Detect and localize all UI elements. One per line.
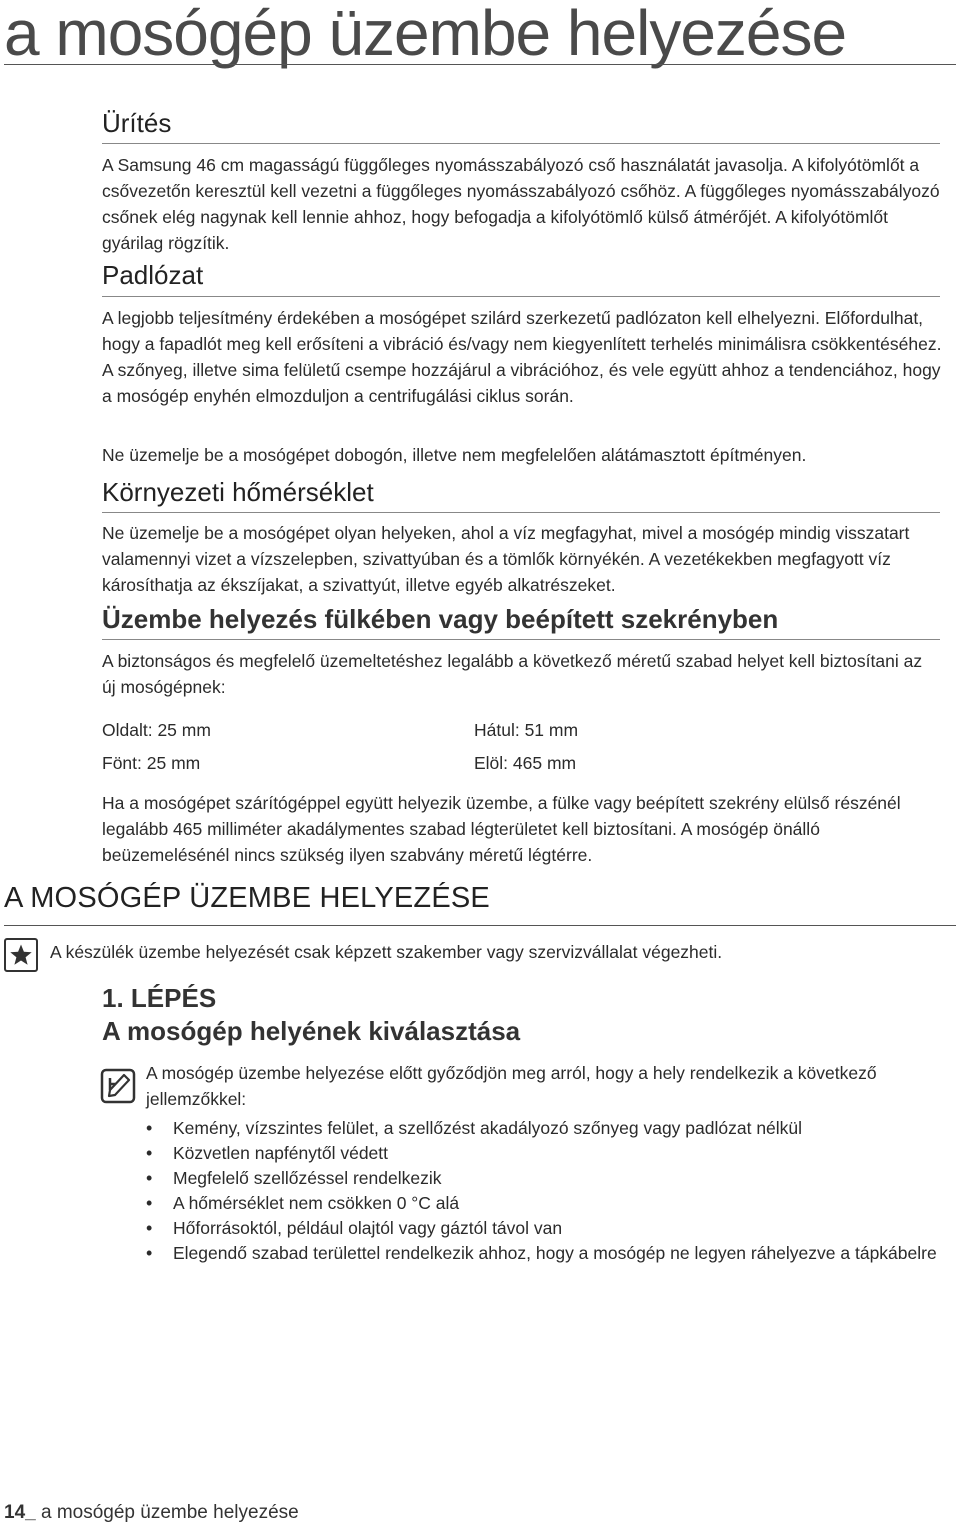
heading-padlozat: Padlózat <box>102 260 204 290</box>
padlozat-paragraph-1: A legjobb teljesítmény érdekében a mosógépet szilárd szerkezetű padlózaton kell elhelyezni. Előfordulhat, hogy a fapadlót meg kell erősíteni a vibráció és/vagy nem kiegyenlített terhelés minimálisra csökkentéséhez. A szőnyeg, illetve sima felületű csempe hozzájárul a vibrációhoz, és vele együtt ahhoz a tendenciához, hogy a mosógép enyhén elmozduljon a centrifugálási ciklus során. <box>102 308 942 406</box>
padlozat-divider <box>102 296 940 297</box>
install-divider <box>4 925 956 926</box>
list-item: • Hőforrásoktól, például olajtól vagy gáztól távol van <box>146 1216 946 1241</box>
list-item: • Megfelelő szellőzéssel rendelkezik <box>146 1166 946 1191</box>
list-item: • Elegendő szabad területtel rendelkezik ahhoz, hogy a mosógép ne legyen ráhelyezve a tápkábelre <box>146 1241 946 1266</box>
homerseklet-paragraph: Ne üzemelje be a mosógépet olyan helyeken, ahol a víz megfagyhat, mivel a mosógép mindig visszatart valamennyi vizet a vízszelepben, szivattyúban és a tömlők környékén. A vezetékekben megfagyott víz károsíthatja az ékszíjakat, a szivattyút, illetve egyéb alkatrészeket. <box>102 523 910 595</box>
clearance-top: Fönt: 25 mm <box>102 753 201 773</box>
list-item: • Kemény, vízszintes felület, a szellőzést akadályozó szőnyeg vagy padlózat nélkül <box>146 1116 946 1141</box>
fulke-divider <box>102 639 940 640</box>
step-label: 1. LÉPÉS <box>102 983 217 1013</box>
heading-fulke: Üzembe helyezés fülkében vagy beépített szekrényben <box>102 604 779 634</box>
fulke-paragraph-2: Ha a mosógépet szárítógéppel együtt helyezik üzembe, a fülke vagy beépített szekrény elülső részénél legalább 465 milliméter akadálymentes szabad légterületet kell biztosítani. A mosógép önálló beüzemelésénél nincs szükség ilyen szabvány méretű légtérre. <box>102 793 901 865</box>
warning-star-icon <box>4 938 38 972</box>
urites-divider <box>102 143 940 144</box>
title-divider <box>4 64 956 65</box>
list-item: • Közvetlen napfénytől védett <box>146 1141 946 1166</box>
clearance-rear: Hátul: 51 mm <box>474 720 579 740</box>
note-pencil-icon <box>100 1068 136 1104</box>
note-text: A mosógép üzembe helyezése előtt győződjön meg arról, hogy a hely rendelkezik a következő jellemzőkkel: <box>146 1063 877 1109</box>
urites-paragraph: A Samsung 46 cm magasságú függőleges nyomásszabályozó cső használatát javasolja. A kifolyótömlőt a csővezetőn keresztül kell vezetni a függőleges nyomásszabályozó csőhöz. A függőleges nyomásszabályozó csőnek elég nagynak kell lennie ahhoz, hogy befogadja a kifolyótömlő külső átmérőjét. A kifolyótömlőt gyárilag rögzítik. <box>102 155 940 253</box>
padlozat-paragraph-2: Ne üzemelje be a mosógépet dobogón, illetve nem megfelelően alátámasztott építményen. <box>102 445 807 465</box>
clearance-side: Oldalt: 25 mm <box>102 720 211 740</box>
footer-text: a mosógép üzembe helyezése <box>40 1502 299 1523</box>
heading-homerseklet: Környezeti hőmérséklet <box>102 477 374 507</box>
warning-text: A készülék üzembe helyezését csak képzett szakember vagy szervizvállalat végezheti. <box>50 942 723 962</box>
homerseklet-divider <box>102 512 940 513</box>
list-item: • A hőmérséklet nem csökken 0 °C alá <box>146 1191 946 1216</box>
heading-urites: Ürítés <box>102 108 172 138</box>
page-footer <box>4 1502 299 1524</box>
step-title: A mosógép helyének kiválasztása <box>102 1016 521 1046</box>
page-number: 14_ <box>4 1502 36 1523</box>
clearance-front: Elöl: 465 mm <box>474 753 577 773</box>
section-heading-install: A MOSÓGÉP ÜZEMBE HELYEZÉSE <box>4 882 490 914</box>
requirements-list <box>146 1116 946 1266</box>
page-title: a mosógép üzembe helyezése <box>4 0 847 69</box>
fulke-paragraph-1: A biztonságos és megfelelő üzemeltetéshez legalább a következő méretű szabad helyet kell biztosítani az új mosógépnek: <box>102 651 923 697</box>
